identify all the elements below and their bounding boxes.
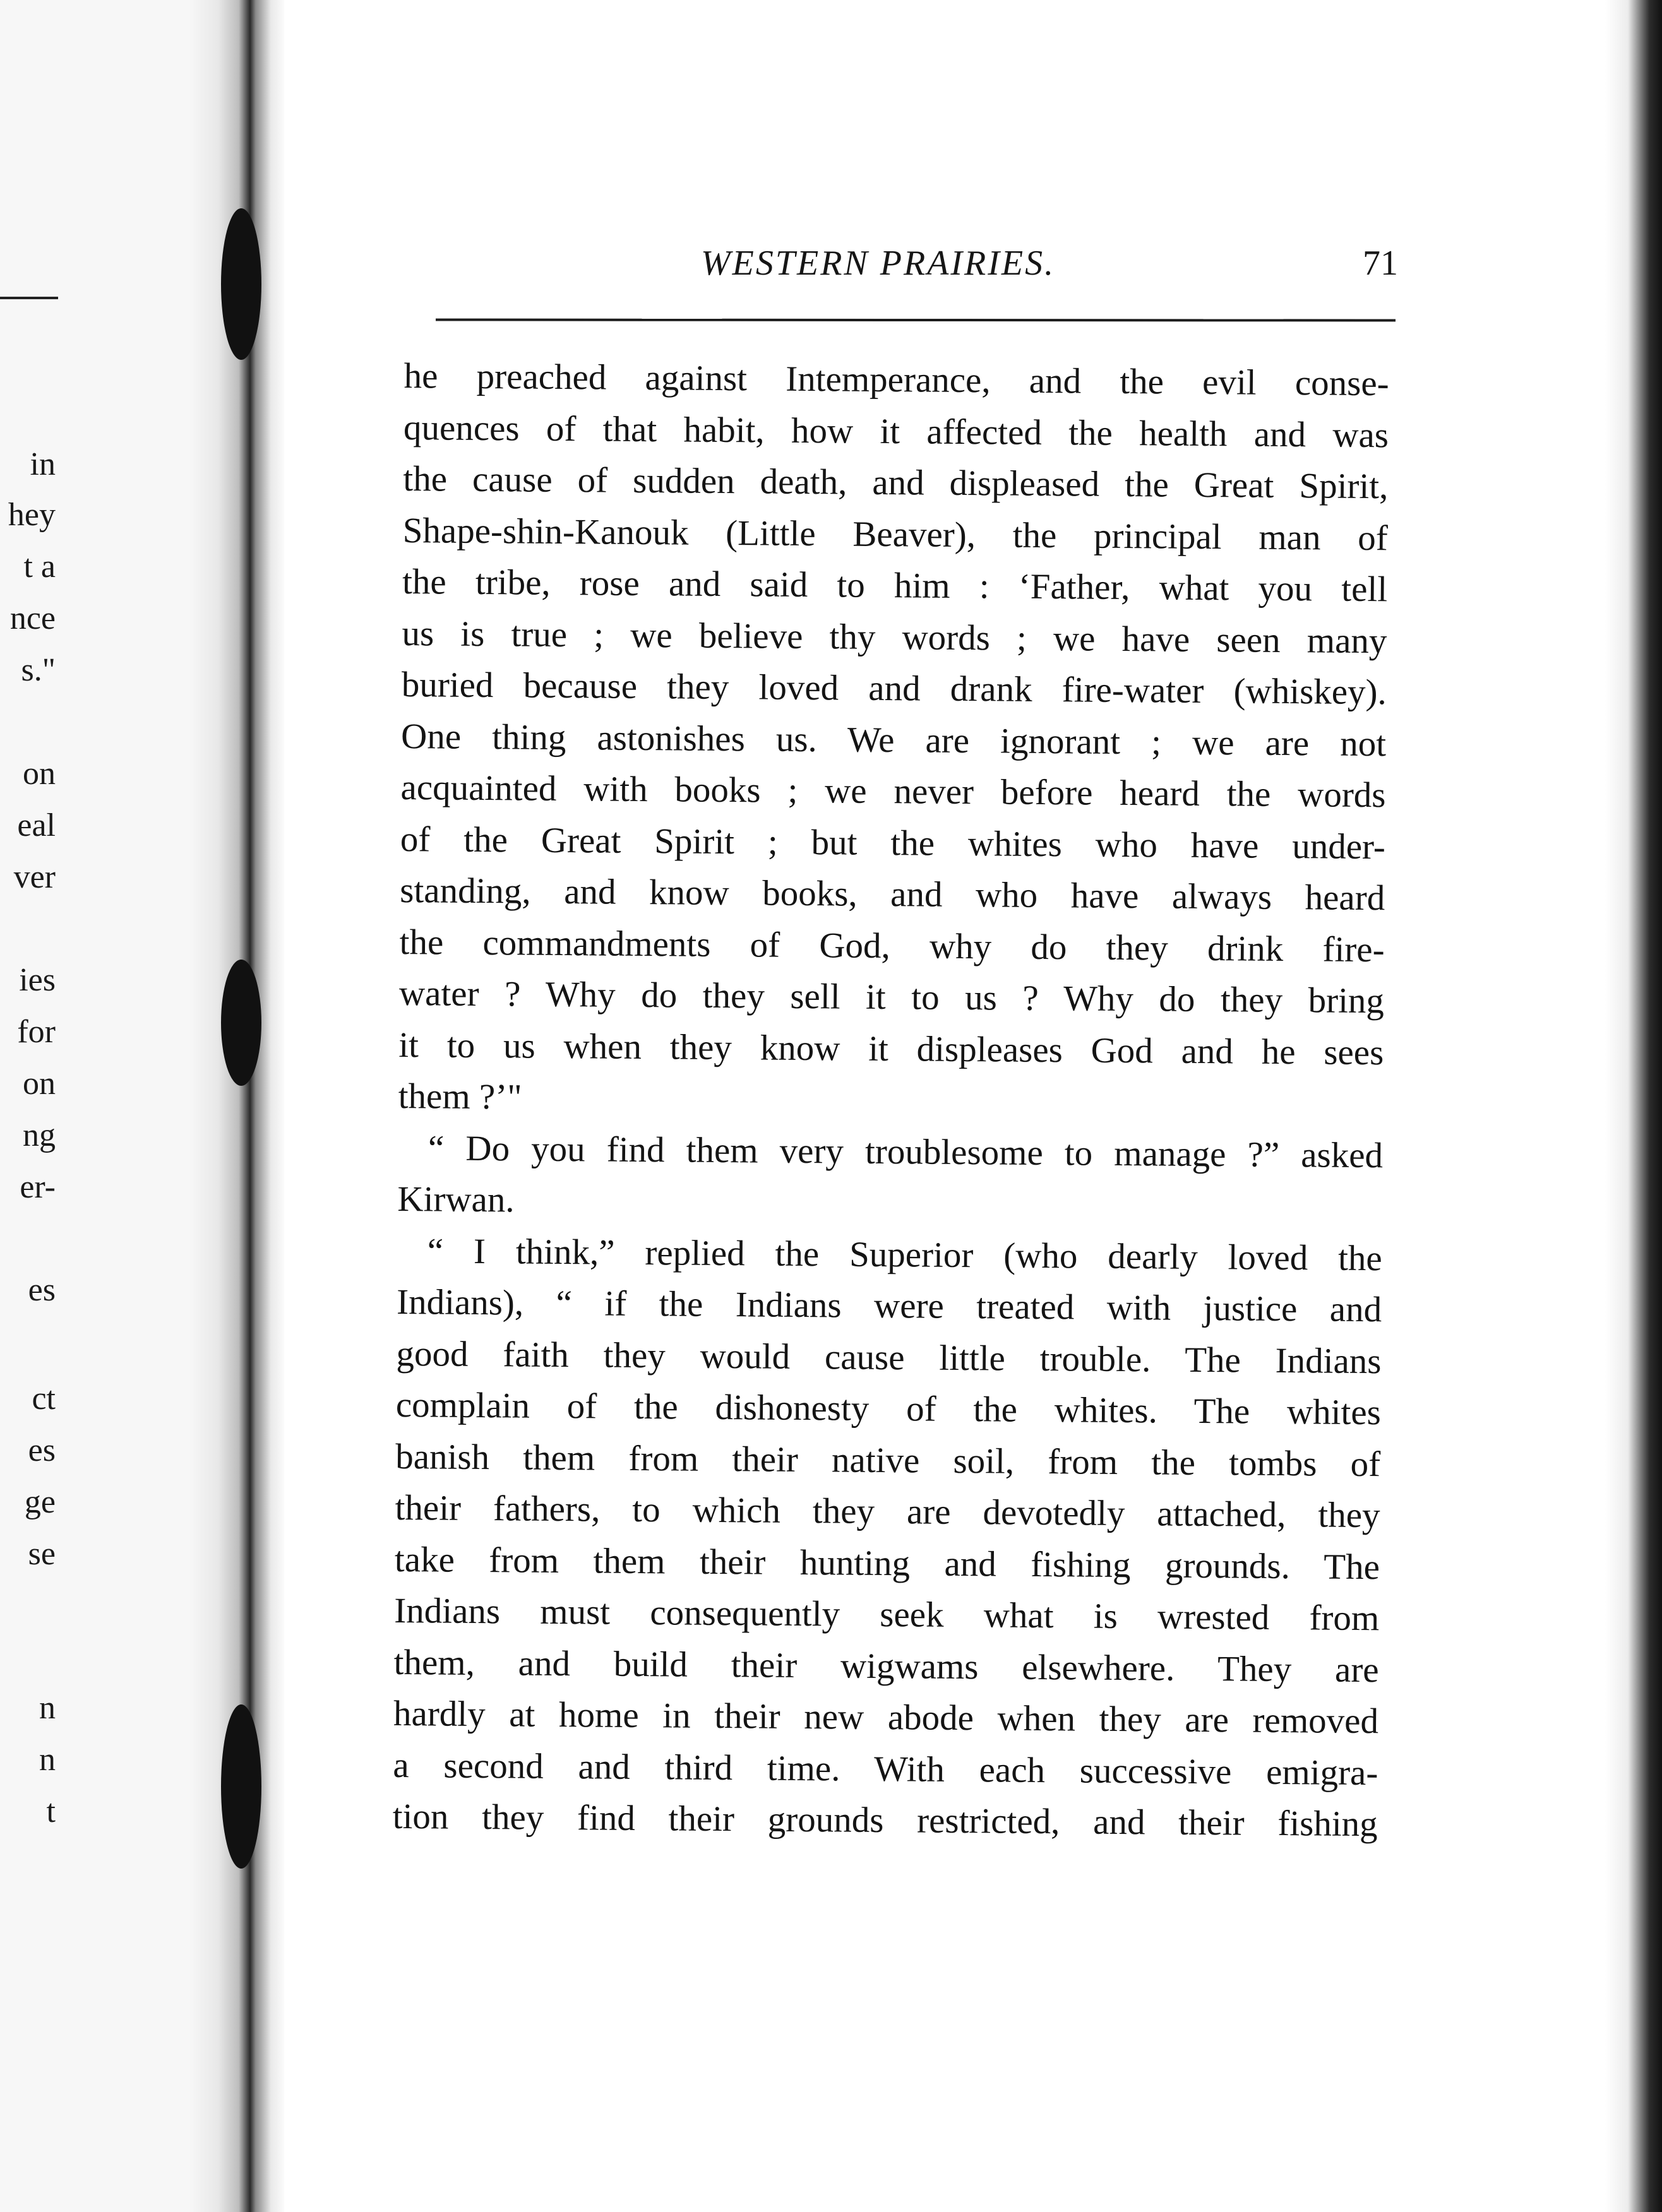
text-line: complain of the dishonesty of the whites. The whites xyxy=(395,1384,1382,1433)
left-fragment: n xyxy=(39,1742,56,1778)
text-line: a second and third time. With each successive emigra- xyxy=(393,1745,1378,1793)
running-head: WESTERN PRAIRIES. xyxy=(701,244,1056,283)
left-fragment: ct xyxy=(32,1381,56,1417)
left-fragment: eal xyxy=(17,807,56,843)
left-fragment: er- xyxy=(20,1169,56,1205)
left-fragment: hey xyxy=(8,497,56,533)
left-fragment: es xyxy=(28,1432,56,1468)
body-text xyxy=(392,350,1389,1850)
binding-shadow xyxy=(221,960,261,1086)
left-fragment: on xyxy=(23,1066,56,1102)
left-page-rule xyxy=(0,297,58,299)
page-edge-shadow xyxy=(1605,0,1662,2212)
text-line: quences of that habit, how it affected the health and was xyxy=(403,407,1389,455)
text-line: Indians must consequently seek what is wrested from xyxy=(394,1590,1380,1639)
text-line: “ Do you find them very troublesome to manage ?” asked xyxy=(427,1127,1384,1175)
text-line: it to us when they know it displeases God and he sees xyxy=(398,1025,1384,1073)
text-line: he preached against Intemperance, and the evil conse- xyxy=(404,355,1389,404)
left-fragment: ng xyxy=(23,1117,56,1153)
binding-shadow xyxy=(221,208,261,360)
text-line: good faith they would cause little trouble. The Indians xyxy=(396,1333,1382,1381)
text-line: tion they find their grounds restricted, and their fishing xyxy=(392,1796,1378,1845)
text-line: the cause of sudden death, and displeased the Great Spirit, xyxy=(403,458,1389,507)
left-fragment: ge xyxy=(24,1484,56,1520)
left-fragment: on xyxy=(23,756,56,792)
text-line: the commandments of God, why do they drink fire- xyxy=(399,922,1385,970)
text-line: “ I think,” replied the Superior (who dearly loved the xyxy=(427,1230,1382,1278)
text-line: of the Great Spirit ; but the whites who have under- xyxy=(400,819,1386,867)
text-line: take from them their hunting and fishing grounds. The xyxy=(394,1539,1380,1587)
left-fragment: ies xyxy=(19,962,56,998)
text-line: Kirwan. xyxy=(397,1179,515,1220)
text-line: banish them from their native soil, from the tombs of xyxy=(395,1436,1381,1484)
binding-shadow xyxy=(221,1704,261,1869)
text-line: buried because they loved and drank fire-water (whiskey). xyxy=(401,664,1387,713)
text-line: them ?’" xyxy=(398,1076,522,1117)
text-line: them, and build their wigwams elsewhere. They are xyxy=(393,1642,1379,1690)
text-line: their fathers, to which they are devotedly attached, they xyxy=(395,1487,1380,1536)
text-line: acquainted with books ; we never before heard the words xyxy=(400,767,1386,816)
text-line: Shape-shin-Kanouk (Little Beaver), the principal man of xyxy=(402,510,1388,558)
text-line: hardly at home in their new abode when they are removed xyxy=(393,1693,1379,1742)
left-fragment: es xyxy=(28,1272,56,1308)
text-line: the tribe, rose and said to him : ‘Father, what you tell xyxy=(402,561,1388,610)
left-fragment: nce xyxy=(9,600,56,636)
left-fragment: in xyxy=(30,446,56,482)
header-rule xyxy=(436,318,1396,321)
left-fragment: t a xyxy=(23,549,56,585)
text-line: One thing astonishes us. We are ignorant ; we are not xyxy=(400,716,1387,764)
left-fragment: s." xyxy=(21,652,56,688)
text-line: us is true ; we believe thy words ; we have seen many xyxy=(402,613,1387,661)
left-fragment: t xyxy=(46,1793,56,1829)
left-fragment: for xyxy=(17,1014,56,1050)
text-line: water ? Why do they sell it to us ? Why do they bring xyxy=(398,973,1385,1021)
text-line: standing, and know books, and who have always heard xyxy=(400,870,1385,919)
left-fragment: ver xyxy=(13,859,56,895)
left-facing-page xyxy=(0,0,189,2212)
page-number: 71 xyxy=(1363,244,1398,283)
text-line: Indians), “ if the Indians were treated with justice and xyxy=(396,1281,1382,1330)
left-fragment: n xyxy=(39,1690,56,1726)
left-fragment: se xyxy=(28,1536,56,1572)
